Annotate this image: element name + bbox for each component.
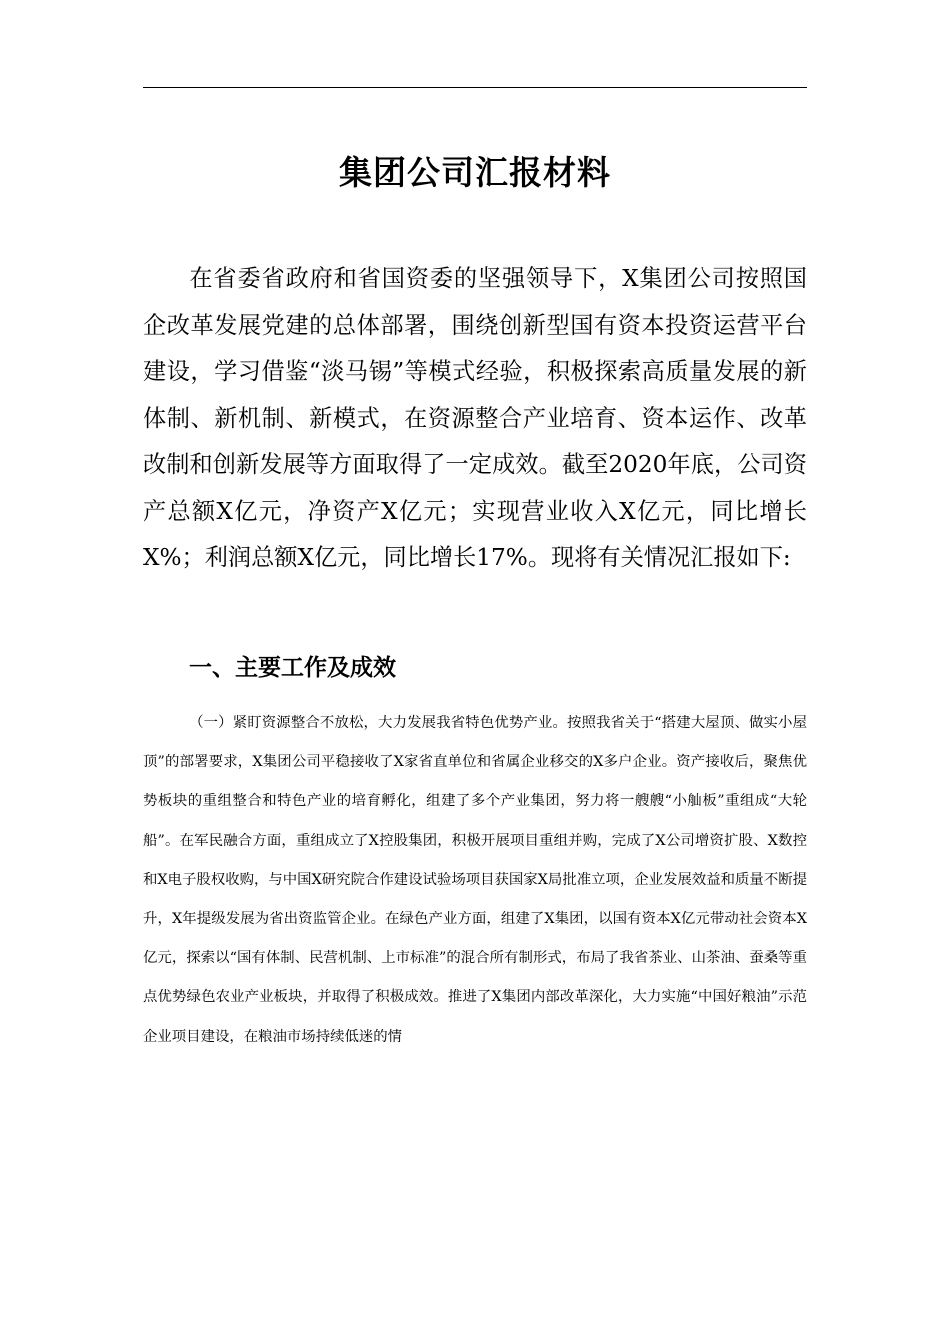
intro-paragraph: 在省委省政府和省国资委的坚强领导下，X集团公司按照国企改革发展党建的总体部署，围绕创新型国有资本投资运营平台建设，学习借鉴“淡马锡”等模式经验，积极探索高质量发展的新体制、新机制、新模式，在资源整合产业培育、资本运作、改革改制和创新发展等方面取得了一定成效。截至2020年底，公司资产总额X亿元，净资产X亿元；实现营业收入X亿元，同比增长X%；利润总额X亿元，同比增长17%。现将有关情况汇报如下: (143, 265, 807, 571)
body-paragraph: （一）紧盯资源整合不放松，大力发展我省特色优势产业。按照我省关于“搭建大屋顶、做实小屋顶”的部署要求，X集团公司平稳接收了X家省直单位和省属企业移交的X多户企业。资产接收后，聚焦优势板块的重组整合和特色产业的培育孵化，组建了多个产业集团，努力将一艘艘“小舢板”重组成“大轮船”。在军民融合方面，重组成立了X控股集团，积极开展项目重组并购，完成了X公司增资扩股、X数控和X电子股权收购，与中国X研究院合作建设试验场项目获国家X局批准立项，企业发展效益和质量不断提升，X年提级发展为省出资监管企业。在绿色产业方面，组建了X集团，以国有资本X亿元带动社会资本X亿元，探索以“国有体制、民营机制、上市标准”的混合所有制形式，布局了我省茶业、山茶油、蚕桑等重点优势绿色农业产业板块，并取得了积极成效。推进了X集团内部改革深化，大力实施“中国好粮油”示范企业项目建设，在粮油市场持续低迷的情 (143, 715, 807, 1045)
section-heading: 一、主要工作及成效 (189, 655, 396, 681)
header-rule (143, 87, 807, 88)
document-title: 集团公司汇报材料 (339, 153, 611, 192)
